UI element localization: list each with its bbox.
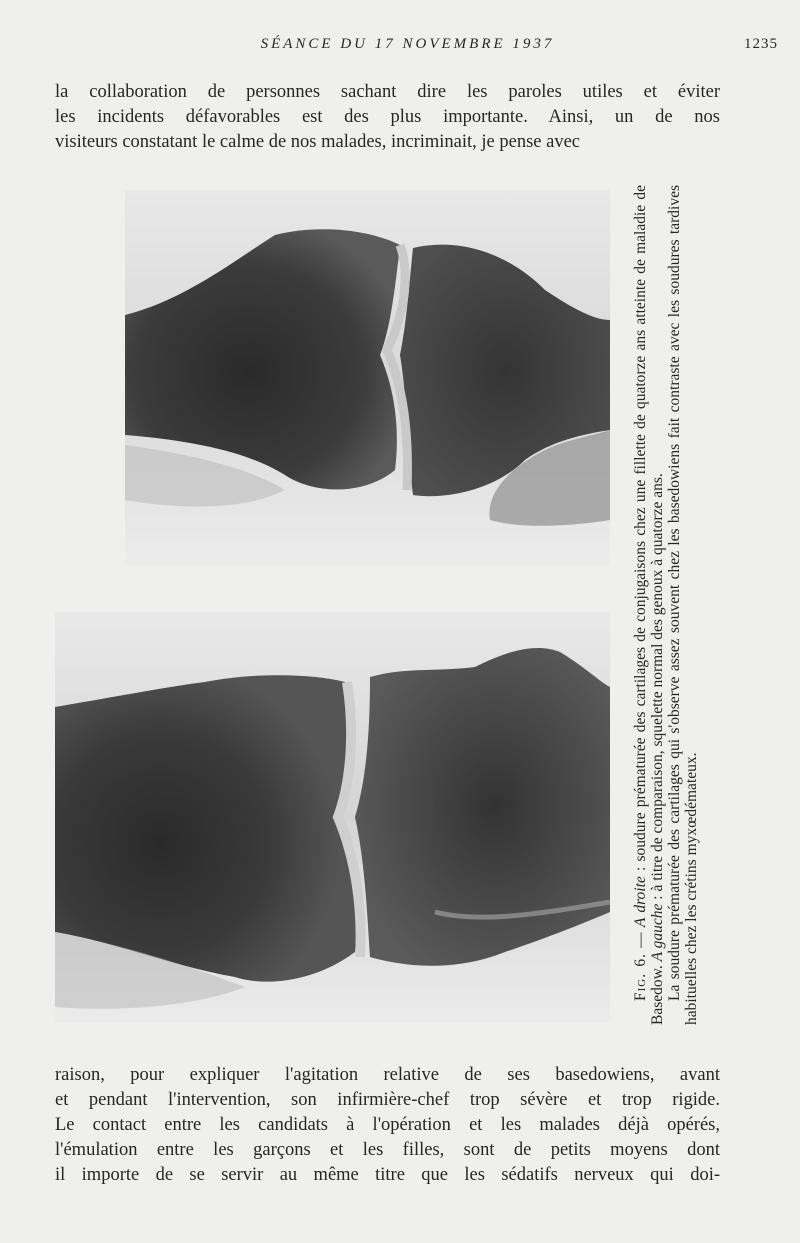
- text-line: raison, pour expliquer l'agitation relative de ses basedowiens, avant: [55, 1065, 720, 1085]
- caption-dash: —: [632, 927, 649, 954]
- caption-paragraph-2: La soudure prématurée des cartilages qui s'observe assez souvent chez les basedowiens fait contraste avec les soudures tardives habituelles chez les crétins myxœdémateux.: [666, 185, 700, 1025]
- text-line: et pendant l'intervention, son infirmière-chef trop sévère et trop rigide.: [55, 1090, 720, 1110]
- caption-left-text: : à titre de comparaison, squelette normal des genoux à quatorze ans.: [649, 473, 666, 904]
- text-line: les incidents défavorables est des plus importante. Ainsi, un de nos: [55, 107, 720, 127]
- paragraph-top: [55, 80, 720, 155]
- page-header: [55, 32, 778, 58]
- paragraph-bottom: [55, 1063, 720, 1188]
- text-line: visiteurs constatant le calme de nos malades, incriminait, je pense avec: [55, 132, 581, 152]
- figure-label: Fig. 6.: [632, 953, 649, 1001]
- xray-photo-right: [125, 190, 610, 565]
- text-line: il importe de se servir au même titre que les sédatifs nerveux qui doi-: [55, 1165, 720, 1185]
- text-line: la collaboration de personnes sachant dire les paroles utiles et éviter: [55, 82, 720, 102]
- text-line: l'émulation entre les garçons et les filles, sont de petits moyens dont: [55, 1140, 720, 1160]
- caption-left-label: A gauche: [649, 903, 666, 962]
- page-number: 1235: [744, 36, 778, 52]
- caption-right-label: A droite: [632, 876, 649, 928]
- figure-caption: [632, 185, 732, 1025]
- text-line: Le contact entre les candidats à l'opération et les malades déjà opérés,: [55, 1115, 720, 1135]
- caption-right-text: : soudure prématurée des cartilages de conjugaisons chez une fillette de quatorze ans atteinte de maladie de Basedow.: [632, 184, 666, 1025]
- xray-photo-left: [55, 612, 610, 1022]
- running-head: SÉANCE DU 17 NOVEMBRE 1937: [260, 36, 555, 52]
